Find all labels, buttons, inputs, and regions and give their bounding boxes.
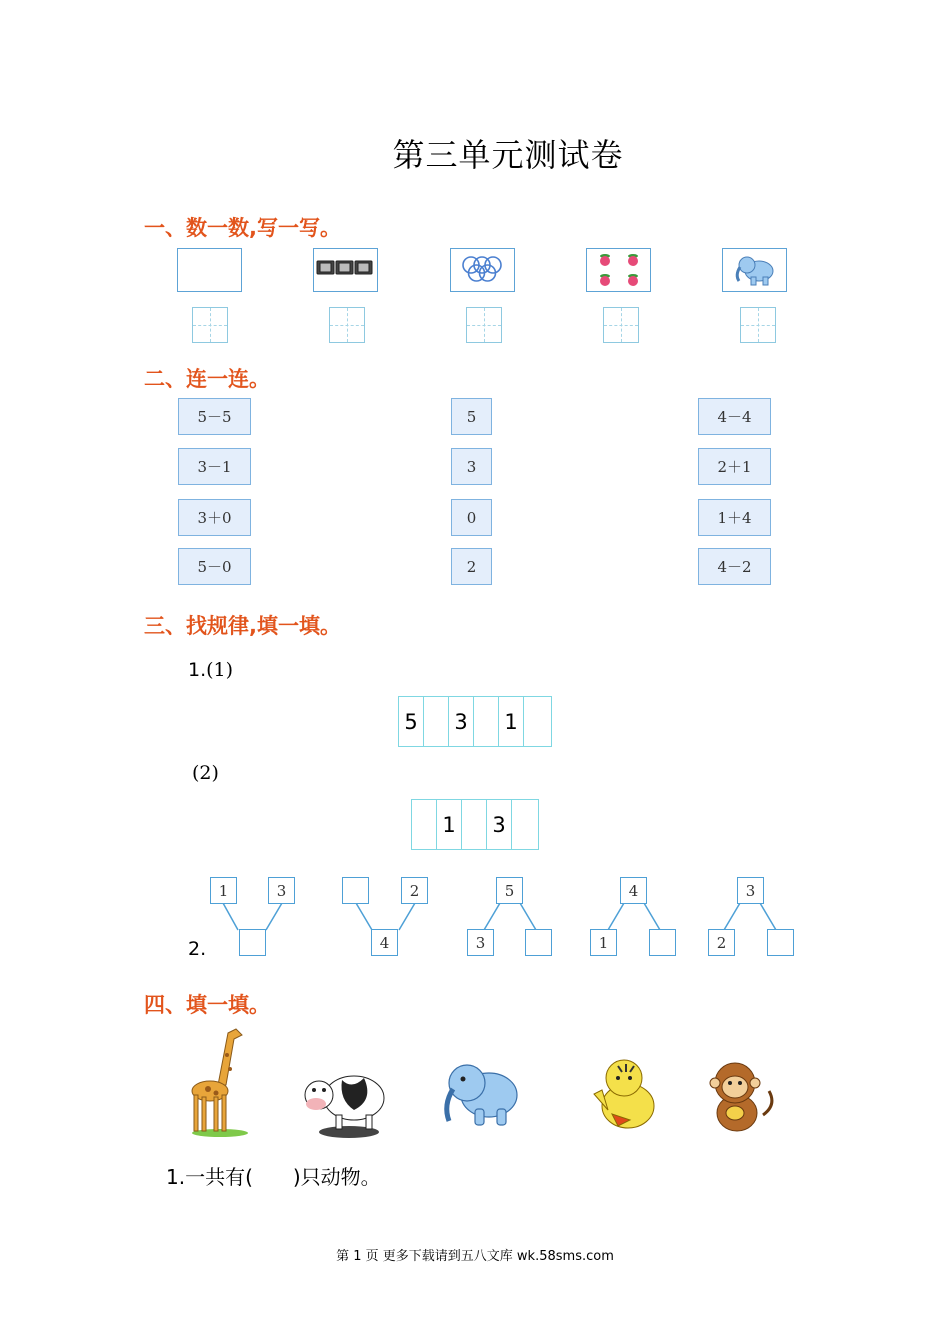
tree-box[interactable]: 4 [371, 929, 398, 956]
seq-cell[interactable]: 1 [437, 800, 462, 849]
monkey-icon [705, 1055, 777, 1137]
tree-box[interactable]: 1 [210, 877, 237, 904]
section-1-heading: 一、数一数,写一写。 [144, 216, 341, 240]
tree-box[interactable] [525, 929, 552, 956]
tree-box[interactable]: 5 [496, 877, 523, 904]
tree-box[interactable] [767, 929, 794, 956]
right-card[interactable]: 2＋1 [698, 448, 771, 485]
middle-card[interactable]: 5 [451, 398, 492, 435]
seq-cell[interactable]: 3 [449, 697, 474, 746]
tree-box[interactable] [649, 929, 676, 956]
right-card[interactable]: 4－2 [698, 548, 771, 585]
fill-question-1: 1.一共有( )只动物。 [166, 1165, 381, 1189]
page-title: 第三单元测试卷 [392, 136, 624, 174]
seq-cell[interactable]: 5 [399, 697, 424, 746]
middle-card[interactable]: 0 [451, 499, 492, 536]
tree-box[interactable]: 2 [401, 877, 428, 904]
tree-box[interactable]: 3 [467, 929, 494, 956]
tree-box[interactable] [239, 929, 266, 956]
page-footer: 第 1 页 更多下载请到五八文库 wk.58sms.com [336, 1249, 614, 1264]
left-card[interactable]: 5－5 [178, 398, 251, 435]
q1-number: 1. [188, 659, 207, 681]
giraffe-icon [170, 1025, 250, 1140]
middle-card[interactable]: 2 [451, 548, 492, 585]
tree-box[interactable]: 1 [590, 929, 617, 956]
right-card[interactable]: 4－4 [698, 398, 771, 435]
left-card[interactable]: 3＋0 [178, 499, 251, 536]
tree-box[interactable]: 3 [268, 877, 295, 904]
tiger-icon [578, 1050, 670, 1140]
middle-card[interactable]: 3 [451, 448, 492, 485]
tree-box[interactable]: 4 [620, 877, 647, 904]
section-4-heading: 四、填一填。 [144, 993, 270, 1017]
cow-icon [294, 1060, 394, 1140]
elephant-icon [437, 1055, 527, 1135]
question-1-2-label: (2) [192, 762, 219, 784]
seq-cell[interactable]: 1 [499, 697, 524, 746]
right-card[interactable]: 1＋4 [698, 499, 771, 536]
tree-box[interactable] [342, 877, 369, 904]
left-card[interactable]: 5－0 [178, 548, 251, 585]
q1-sub: (1) [206, 659, 234, 681]
section-2-heading: 二、连一连。 [144, 367, 270, 391]
tree-box[interactable]: 2 [708, 929, 735, 956]
section-3-heading: 三、找规律,填一填。 [144, 614, 341, 638]
tree-box[interactable]: 3 [737, 877, 764, 904]
left-card[interactable]: 3－1 [178, 448, 251, 485]
seq-cell[interactable]: 3 [487, 800, 512, 849]
question-2-label: 2. [188, 938, 207, 960]
